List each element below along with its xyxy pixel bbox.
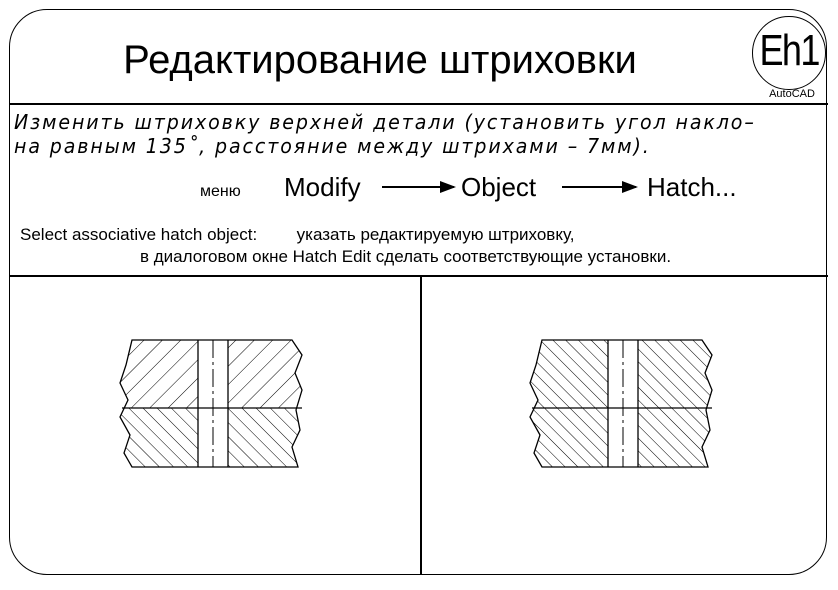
menu-item-modify: Modify [284, 172, 361, 202]
command-instruction-2: в диалоговом окне Hatch Edit сделать соответствующие установки. [140, 247, 672, 266]
header-divider [10, 103, 828, 105]
command-prompt: Select associative hatch object: [20, 225, 258, 244]
menu-item-object: Object [461, 172, 537, 202]
badge-label: AutoCAD [769, 88, 815, 100]
text-divider [10, 275, 828, 277]
menu-arrow-1 [382, 186, 454, 188]
task-text [14, 110, 756, 158]
panel-divider [420, 276, 422, 574]
menu-item-hatch: Hatch... [647, 172, 737, 202]
menu-prefix: меню [200, 183, 241, 200]
task-line-1: Изменить штриховку верхней детали (установить угол накло– [14, 110, 756, 134]
badge-circle [752, 16, 826, 90]
command-instruction-1: указать редактируемую штриховку, [296, 225, 575, 244]
badge-code: Eh1 [759, 26, 819, 75]
command-line [20, 224, 575, 246]
slide-frame [9, 9, 827, 575]
page-title: Редактирование штриховки [123, 38, 637, 82]
task-line-2: на равным 135˚, расстояние между штрихами – 7мм). [14, 134, 651, 158]
drawing-before [112, 335, 312, 475]
drawing-after [522, 335, 722, 475]
menu-arrow-2 [562, 186, 636, 188]
